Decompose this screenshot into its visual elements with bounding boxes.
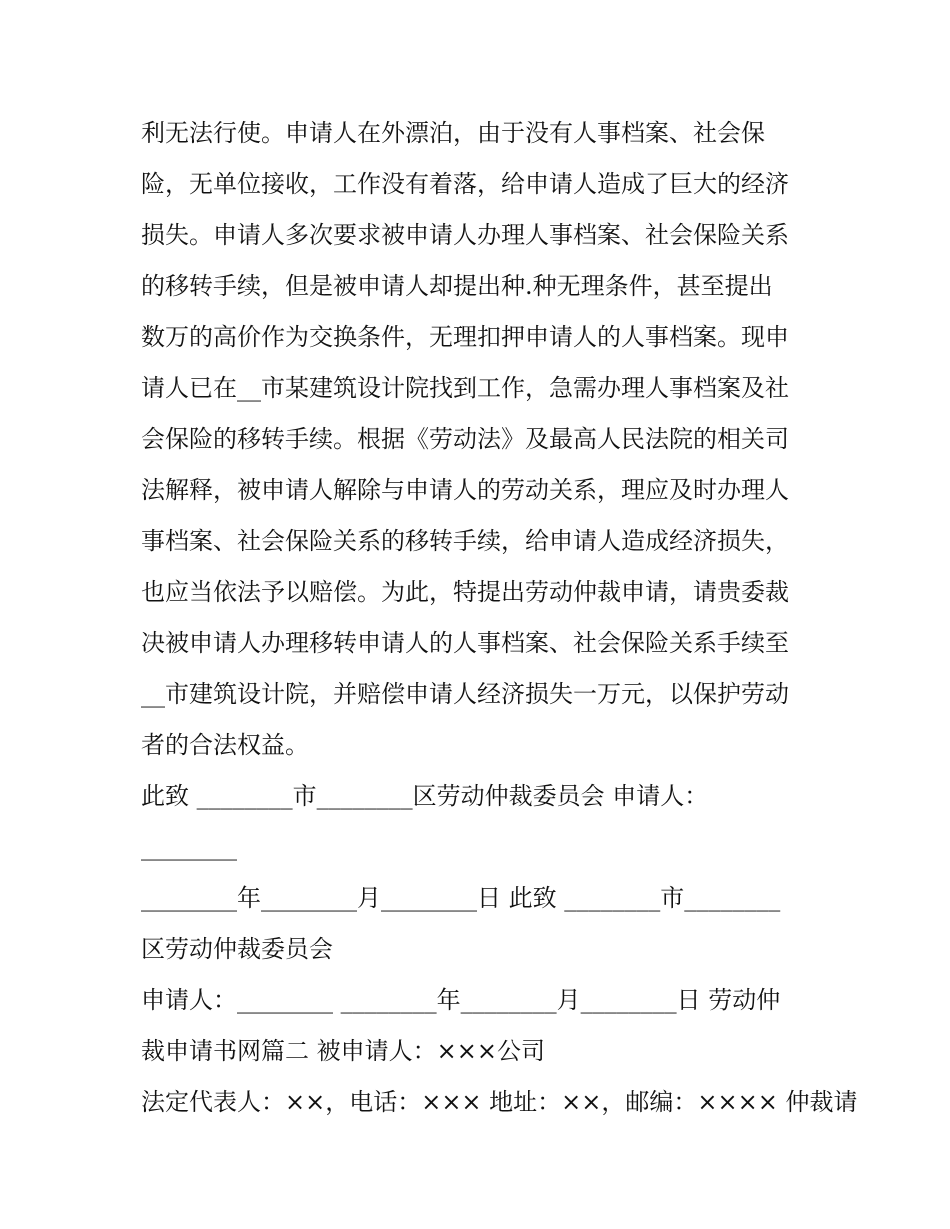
- text-line: 请人已在__市某建筑设计院找到工作，急需办理人事档案及社: [141, 374, 789, 402]
- text-line: ________: [141, 833, 237, 861]
- text-line: 事档案、社会保险关系的移转手续，给申请人造成经济损失，: [141, 527, 789, 555]
- text-line: ________年________月________日 此致 ________市________: [141, 884, 781, 912]
- text-line: 裁申请书网篇二 被申请人：×××公司: [141, 1037, 545, 1065]
- text-line: 会保险的移转手续。根据《劳动法》及最高人民法院的相关司: [141, 425, 789, 453]
- text-line: 申请人：________ ________年________月________日 劳动仲: [141, 986, 781, 1014]
- text-line: 利无法行使。申请人在外漂泊，由于没有人事档案、社会保: [141, 119, 765, 147]
- text-line: 者的合法权益。: [141, 731, 309, 759]
- text-line: 数万的高价作为交换条件，无理扣押申请人的人事档案。现申: [141, 323, 789, 351]
- text-line: 损失。申请人多次要求被申请人办理人事档案、社会保险关系: [141, 221, 789, 249]
- text-line: 区劳动仲裁委员会: [141, 935, 333, 963]
- text-line: 法定代表人：××，电话：××× 地址：××，邮编：×××× 仲裁请: [141, 1088, 858, 1116]
- text-line: 此致 ________市________区劳动仲裁委员会 申请人：: [141, 782, 709, 810]
- text-line: 的移转手续，但是被申请人却提出种.种无理条件，甚至提出: [141, 272, 773, 300]
- text-line: 险，无单位接收，工作没有着落，给申请人造成了巨大的经济: [141, 170, 789, 198]
- text-line: 决被申请人办理移转申请人的人事档案、社会保险关系手续至: [141, 629, 789, 657]
- text-line: 法解释，被申请人解除与申请人的劳动关系，理应及时办理人: [141, 476, 789, 504]
- document-body: [141, 108, 858, 1128]
- text-line: 也应当依法予以赔偿。为此，特提出劳动仲裁申请，请贵委裁: [141, 578, 789, 606]
- text-line: __市建筑设计院，并赔偿申请人经济损失一万元，以保护劳动: [141, 680, 789, 708]
